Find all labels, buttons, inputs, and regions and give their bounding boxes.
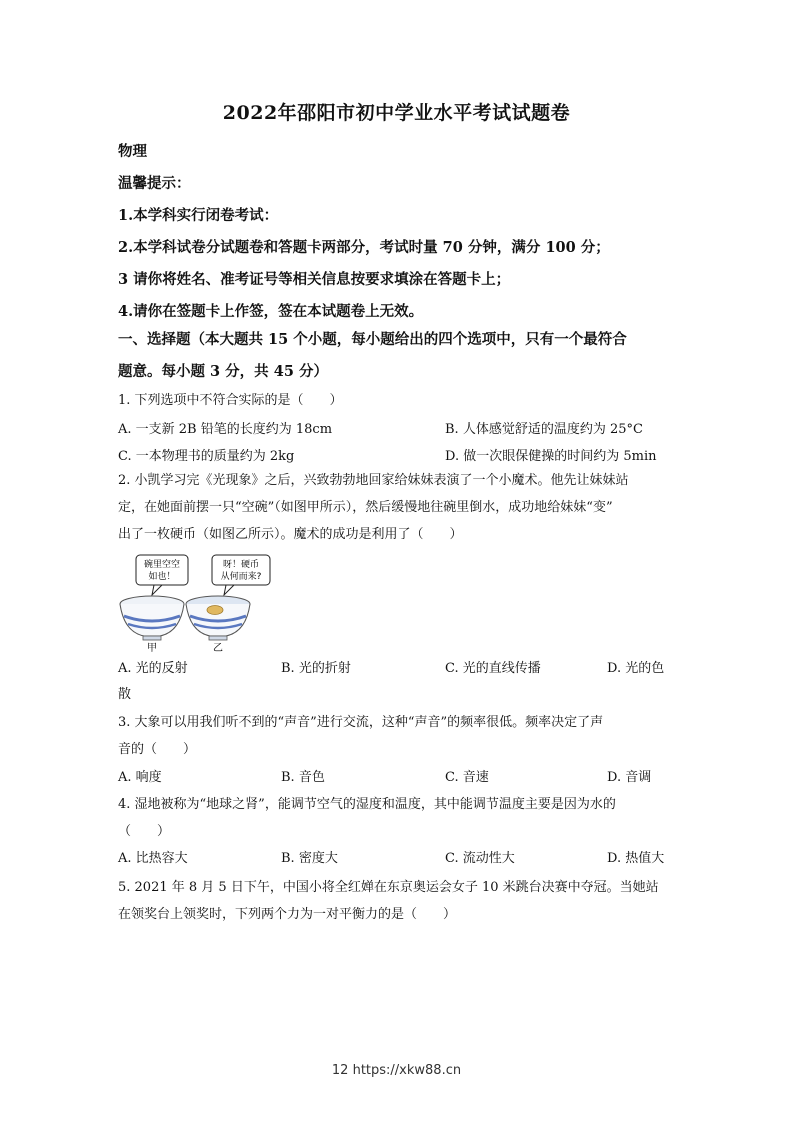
q4-option-d: D. 热值大 [607,851,665,866]
figure-label-right: 乙 [213,643,223,652]
q1-option-a: A. 一支新 2B 铅笔的长度约为 18cm [118,422,333,437]
q4-option-a: A. 比热容大 [118,851,188,866]
question-2-stem: 定，在她面前摆一只“空碗”（如图甲所示），然后缓慢地往碗里倒水，成功地给妹妹“变” [118,500,613,515]
q2-option-d-wrap: 散 [118,687,132,702]
q2-option-d: D. 光的色 [607,661,665,676]
subject-label: 物理 [118,143,147,160]
question-1-stem: 1. 下列选项中不符合实际的是（ ） [118,393,343,408]
q4-option-c: C. 流动性大 [445,851,515,866]
q1-option-b: B. 人体感觉舒适的温度约为 25°C [445,422,643,437]
question-5-stem: 5. 2021 年 8 月 5 日下午，中国小将全红婵在东京奥运会女子 10 米跳台决赛中夺冠。当她站 [118,880,659,895]
q3-option-a: A. 响度 [118,770,162,785]
q1-option-d: D. 做一次眼保健操的时间约为 5min [445,449,657,464]
magic-bowl-figure [116,552,286,652]
figure-label-left: 甲 [147,643,157,652]
q3-option-d: D. 音调 [607,770,652,785]
notice-title: 温馨提示： [118,175,191,192]
q2-option-b: B. 光的折射 [281,661,351,676]
bubble-left-line-2: 如也！ [148,572,176,582]
question-3-stem: 音的（ ） [118,742,197,757]
question-4-stem: （ ） [118,824,171,839]
notice-item: 1.本学科实行闭卷考试： [118,207,279,224]
bowl-illustration [116,552,286,652]
bubble-right-line-2: 从何而来? [220,572,262,582]
notice-item: 2.本学科试卷分试题卷和答题卡两部分，考试时量 70 分钟，满分 100 分； [118,239,610,256]
question-2-stem: 2. 小凯学习完《光现象》之后，兴致勃勃地回家给妹妹表演了一个小魔术。他先让妹妹站 [118,473,629,488]
question-5-stem: 在领奖台上领奖时，下列两个力为一对平衡力的是（ ） [118,907,457,922]
section-heading-cont: 题意。每小题 3 分，共 45 分） [118,363,328,380]
page-footer: 12 https://xkw88.cn [331,1063,462,1078]
q3-option-c: C. 音速 [445,770,489,785]
bubble-right-line-1: 呀！硬币 [222,560,260,570]
question-3-stem: 3. 大象可以用我们听不到的“声音”进行交流，这种“声音”的频率很低。频率决定了声 [118,715,604,730]
notice-item: 4.请你在签题卡上作签，签在本试题卷上无效。 [118,303,424,320]
q4-option-b: B. 密度大 [281,851,338,866]
q2-option-c: C. 光的直线传播 [445,661,541,676]
q3-option-b: B. 音色 [281,770,325,785]
notice-item: 3 请你将姓名、准考证号等相关信息按要求填涂在答题卡上； [118,271,511,288]
q1-option-c: C. 一本物理书的质量约为 2kg [118,449,295,464]
q2-option-a: A. 光的反射 [118,661,188,676]
page-title: 2022年邵阳市初中学业水平考试试题卷 [222,102,571,124]
question-4-stem: 4. 湿地被称为“地球之肾”，能调节空气的湿度和温度，其中能调节温度主要是因为水的 [118,797,616,812]
section-heading: 一、选择题（本大题共 15 个小题，每小题给出的四个选项中，只有一个最符合 [118,331,627,348]
question-2-stem: 出了一枚硬币（如图乙所示）。魔术的成功是利用了（ ） [118,527,463,542]
bubble-left-line-1: 碗里空空 [143,560,181,570]
